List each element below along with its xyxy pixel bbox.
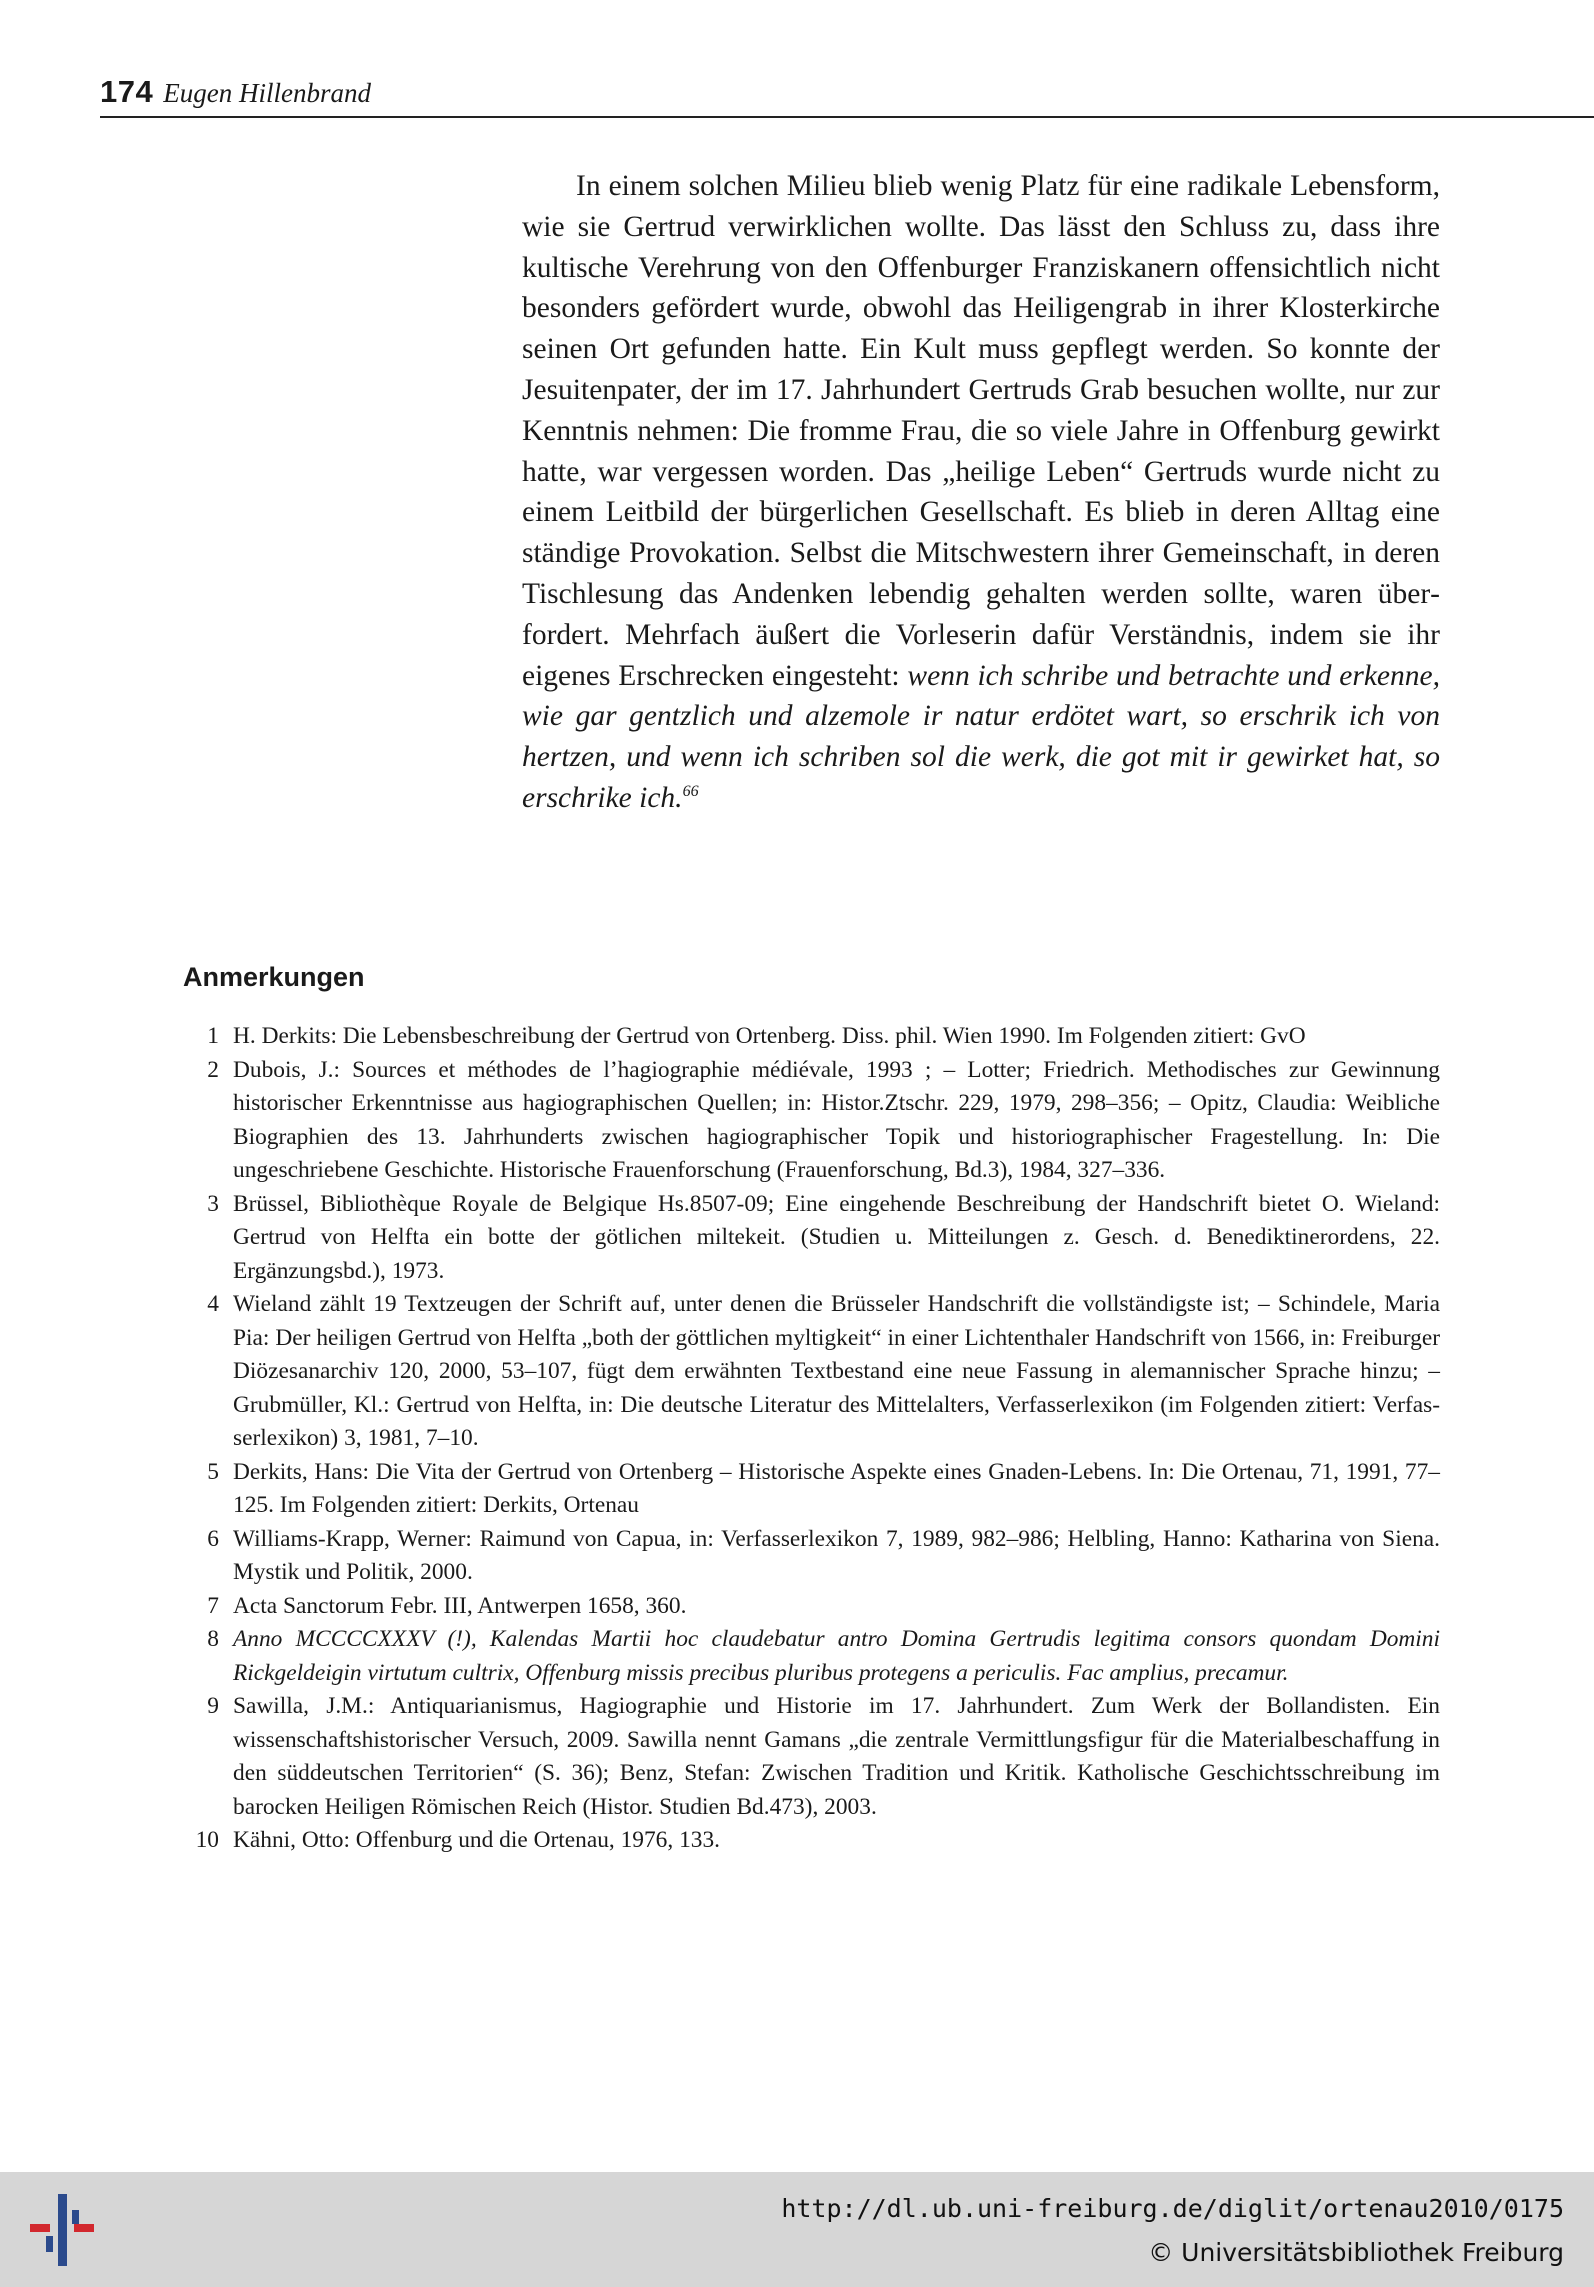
footer-copyright: © Universitätsbibliothek Freiburg xyxy=(1148,2238,1564,2267)
note-text: Dubois, J.: Sources et méthodes de l’hagiographie médiévale, 1993 ; – Lotter; Friedrich. Methodisches zur Gewinnung historischer Erkenntnisse aus hagiographischen Quellen; in: Histor.Ztschr. 229, 1979, 298–356; – Opitz, Claudia: Weibliche Biographien des 13. Jahrhunderts zwischen hagiographischer Topik und historiographischer Fragestellung. In: Die ungeschriebene Geschichte. Historische Frauenforschung (Frauenforschung, Bd.3), 1984, 327–336. xyxy=(233,1056,1440,1183)
note-item xyxy=(183,1054,1440,1188)
note-item xyxy=(183,1523,1440,1590)
note-number: 10 xyxy=(195,1827,219,1853)
note-number: 6 xyxy=(207,1525,219,1552)
note-item xyxy=(183,1288,1440,1456)
note-number: 9 xyxy=(207,1693,219,1719)
note-number: 2 xyxy=(207,1056,219,1083)
note-item xyxy=(183,1456,1440,1523)
note-item xyxy=(183,1020,1440,1054)
note-item xyxy=(183,1188,1440,1289)
note-item xyxy=(183,1824,1440,1858)
note-number: 7 xyxy=(207,1592,219,1619)
note-number: 1 xyxy=(207,1023,219,1049)
note-number: 8 xyxy=(207,1626,219,1652)
body-text xyxy=(522,166,1440,819)
footer-url-link[interactable]: http://dl.ub.uni-freiburg.de/diglit/ortenau2010/0175 xyxy=(781,2194,1564,2223)
note-text: Brüssel, Bibliothèque Royale de Belgique Hs.8507-09; Eine eingehende Beschreibung der Handschrift bietet O. Wieland: Gertrud von Helfta ein botte der götlichen miltekeit. (Studien u. Mitteilungen z. Gesch. d. Benediktinerordens, 22. Ergänzungsbd.), 1973. xyxy=(233,1190,1440,1284)
running-head xyxy=(100,74,1594,118)
body-quote-italic: wenn ich schribe und betrachte und erkenne, wie gar gentzlich und alzemole ir natur erdötet wart, so erschrik ich von hertzen, und wenn ich schriben sol die werk, die got mit ir gewirket hat, so erschrike ich. xyxy=(522,659,1440,814)
note-text: Wieland zählt 19 Textzeugen der Schrift auf, unter denen die Brüsseler Handschrift die vollständigste ist; – Schindele, Maria Pia: Der heiligen Gertrud von Helfta „both der göttlichen myltigkeit“ in einer Lichtenthaler Handschrift von 1566, in: Freiburger Diözesanarchiv 120, 2000, 53–107, fügt dem erwähnten Textbestand eine neue Fassung in alemannischer Sprache hinzu; – Grubmüller, Kl.: Gertrud von Helfta, in: Die deutsche Literatur des Mittelalters, Verfasserlexikon (im Folgenden zitiert: Verfasserlexikon) 3, 1981, 7–10. xyxy=(233,1291,1440,1451)
note-text: H. Derkits: Die Lebensbeschreibung der Gertrud von Ortenberg. Diss. phil. Wien 1990. Im Folgenden zitiert: GvO xyxy=(233,1023,1306,1049)
note-number: 3 xyxy=(207,1190,219,1217)
notes-list xyxy=(183,1020,1440,1858)
note-text: Williams-Krapp, Werner: Raimund von Capua, in: Verfasserlexikon 7, 1989, 982–986; Helbling, Hanno: Katharina von Siena. Mystik und Politik, 2000. xyxy=(233,1525,1440,1585)
note-text: Sawilla, J.M.: Antiquarianismus, Hagiographie und Historie im 17. Jahrhundert. Zum Werk der Bollandisten. Ein wissenschaftshistorischer Versuch, 2009. Sawilla nennt Gamans „die zentrale Vermittlungsfigur für die Materialbeschaffung in den süddeutschen Territorien“ (S. 36); Benz, Stefan: Zwischen Tradition und Kritik. Katholische Geschichtsschreibung im barocken Heiligen Römischen Reich (Histor. Studien Bd.473), 2003. xyxy=(233,1693,1440,1820)
note-item xyxy=(183,1590,1440,1624)
footer-bar xyxy=(0,2172,1594,2287)
note-number: 4 xyxy=(207,1291,219,1317)
note-text: Kähni, Otto: Offenburg und die Ortenau, 1976, 133. xyxy=(233,1827,721,1853)
note-item xyxy=(183,1690,1440,1824)
body-text-roman: In einem solchen Milieu blieb wenig Platz für eine radikale Lebensform, wie sie Gertrud verwirklichen wollte. Das lässt den Schluss zu, dass ihre kultische Verehrung von den Offenburger Franziskanern offensichtlich nicht besonders gefördert wurde, obwohl das Heiligengrab in ihrer Klosterkirche seinen Ort gefunden hatte. Ein Kult muss gepflegt werden. So konnte der Jesuitenpater, der im 17. Jahrhundert Gertruds Grab besuchen wollte, nur zur Kenntnis nehmen: Die fromme Frau, die so viele Jahre in Offenburg gewirkt hatte, war vergessen worden. Das „heilige Leben“ Gertruds wurde nicht zu einem Leitbild der bürgerlichen Gesellschaft. Es blieb in deren Alltag eine ständige Provokation. Selbst die Mitschwestern ihrer Gemeinschaft, in deren Tischlesung das Andenken lebendig gehalten werden sollte, waren überfordert. Mehrfach äußert die Vorleserin dafür Verständnis, indem sie ihr eigenes Erschrecken eingesteht: xyxy=(522,170,1440,692)
note-text: Derkits, Hans: Die Vita der Gertrud von Ortenberg – Historische Aspekte eines Gnaden-Lebens. In: Die Ortenau, 71, 1991, 77–125. Im Folgenden zitiert: Derkits, Ortenau xyxy=(233,1458,1440,1518)
footnote-reference[interactable]: 66 xyxy=(682,783,699,801)
body-paragraph xyxy=(522,166,1440,819)
page-number: 174 xyxy=(100,74,154,109)
note-text: Acta Sanctorum Febr. III, Antwerpen 1658, 360. xyxy=(233,1592,687,1619)
note-item xyxy=(183,1623,1440,1690)
ub-freiburg-logo-icon xyxy=(22,2190,102,2270)
running-head-author: Eugen Hillenbrand xyxy=(163,78,371,108)
note-number: 5 xyxy=(207,1458,219,1485)
notes-heading: Anmerkungen xyxy=(183,962,365,992)
note-text: Anno MCCCCXXXV (!), Kalendas Martii hoc claudebatur antro Domina Gertrudis legitima consors quondam Domini Rickgeldeigin virtutum cultrix, Offenburg missis precibus pluribus protegens a periculis. Fac amplius, precamur. xyxy=(233,1626,1440,1686)
